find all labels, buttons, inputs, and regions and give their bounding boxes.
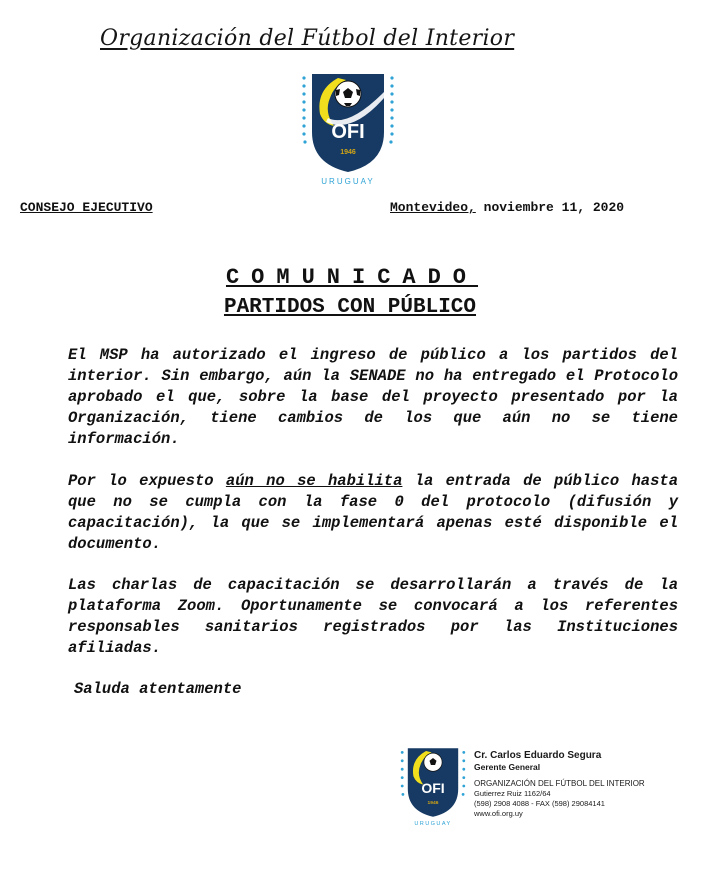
signature-role: Gerente General [474, 762, 541, 772]
logo-dots-right [389, 76, 393, 143]
logo-year: 1946 [340, 149, 356, 156]
signature-org: ORGANIZACIÓN DEL FÚTBOL DEL INTERIOR [474, 779, 645, 788]
logo-small-acronym: OFI [421, 780, 445, 796]
signature-phone: (598) 2908 4088 - FAX (598) 29084141 [474, 799, 605, 808]
ofi-logo-signature [398, 744, 468, 828]
paragraph-2-emphasis: aún no se habilita [225, 472, 403, 490]
council-label: CONSEJO EJECUTIVO [20, 200, 153, 215]
signature-address: Gutierrez Ruiz 1162/64 [474, 789, 551, 798]
date-line [390, 200, 624, 215]
logo-country: URUGUAY [321, 177, 375, 186]
logo-small-year: 1946 [427, 801, 439, 807]
paragraph-2-end: la entrada de público hasta que no se cumpla con la fase 0 del protocolo (difusión y capacitación), la que se implementará apenas esté disponible el documento. [68, 472, 678, 553]
title-subject: PARTIDOS CON PÚBLICO [223, 296, 477, 319]
soccer-ball-icon [335, 81, 361, 107]
signature-name: Cr. Carlos Eduardo Segura [474, 750, 602, 761]
paragraph-2 [68, 471, 678, 555]
ofi-logo [296, 68, 400, 188]
signature-block [474, 750, 645, 819]
org-title: Organización del Fútbol del Interior [100, 26, 515, 51]
paragraph-2-start: Por lo expuesto [68, 472, 226, 490]
date-label: noviembre 11, 2020 [483, 200, 625, 215]
paragraph-1: El MSP ha autorizado el ingreso de público a los partidos del interior. Sin embargo, aún la SENADE no ha entregado el Protocolo aprobado el que, sobre la base del proyecto presentado por la Organización, tiene cambios de los que aún no se tiene información. [68, 346, 678, 448]
logo-acronym: OFI [331, 121, 365, 143]
signature-web: www.ofi.org.uy [474, 809, 523, 818]
paragraph-3: Las charlas de capacitación se desarrollarán a través de la plataforma Zoom. Oportunamente se convocará a los referentes responsables sanitarios registrados por las Instituciones afiliadas. [68, 576, 678, 657]
closing-greeting: Saluda atentamente [74, 680, 242, 698]
logo-small-country: URUGUAY [414, 821, 452, 828]
logo-dots-left [302, 76, 306, 143]
title-comunicado: COMUNICADO [225, 265, 479, 290]
city-label: Montevideo, [390, 200, 476, 215]
